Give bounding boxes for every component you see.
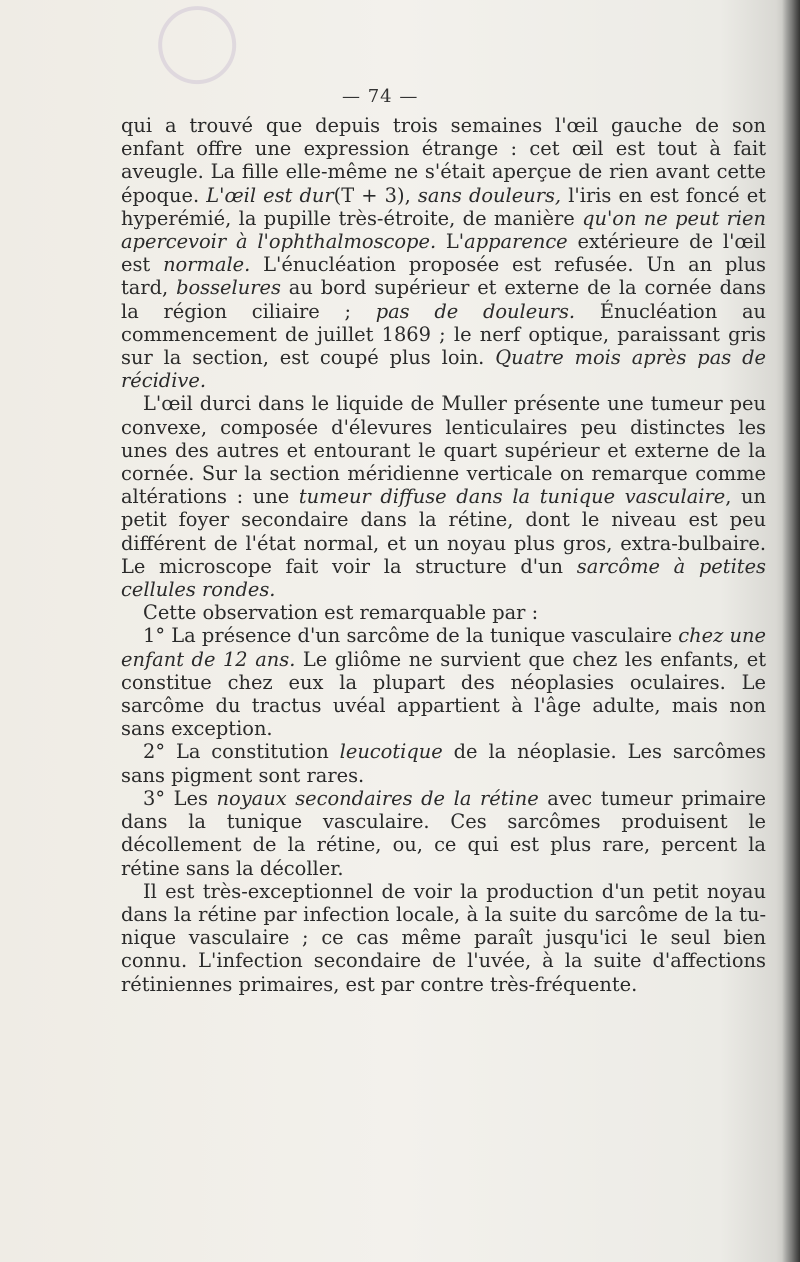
text-run: Il est très-exceptionnel de voir la production d'un petit noyau dans la rétine par infection locale, à la suite du sarcôme de la tunique vasculaire ; ce cas même paraît jusqu'ici le seul bien connu. L'infection secondaire de l'uvée, à la suite d'affections rétiniennes primaires, est par contre très-fréquente.	[121, 879, 766, 996]
italic-text: pas de douleurs.	[375, 299, 576, 323]
italic-text: L'œil est dur	[206, 183, 334, 207]
page-number: — 74 —	[342, 86, 419, 107]
paragraph	[121, 114, 766, 392]
text-run: 2° La constitution	[143, 740, 340, 764]
text-run: avec tumeur primaire dans la tunique vasculaire. Ces sarcômes produisent le décollement de la rétine, ou, ce qui est plus rare, percent la rétine sans la décoller.	[121, 786, 766, 880]
text-run: L'énucléation proposée est refusée. Un an plus tard,	[121, 253, 767, 300]
text-run: extérieure de l'œil est	[121, 230, 766, 277]
text-run: 1° La présence d'un sarcôme de la tunique vasculaire	[143, 624, 679, 648]
italic-text: normale.	[163, 253, 251, 277]
paragraph	[121, 740, 766, 786]
italic-text: apparence	[464, 230, 568, 254]
italic-text: leucotique	[339, 740, 443, 764]
italic-text: sarcôme à petites cellules rondes.	[121, 554, 766, 602]
italic-text: tumeur diffuse dans la tunique vasculaire	[298, 485, 726, 509]
text-run: 3° Les	[143, 786, 217, 810]
text-run: de la néoplasie. Les sarcômes sans pigment sont rares.	[121, 740, 766, 787]
paragraph	[121, 392, 766, 601]
library-stamp	[64, 0, 276, 123]
italic-text: Quatre mois après pas de récidive.	[121, 346, 766, 393]
text-run: l'iris en est foncé et hyperémié, la pupille très-étroite, de manière	[121, 183, 766, 230]
text-run: , un petit foyer secondaire dans la rétine, dont le niveau est peu différent de l'état normal, et un noyau plus gros, extra-bulbaire. Le microscope fait voir la structure d'un	[121, 485, 767, 578]
body-text	[121, 114, 766, 996]
text-run: L'	[436, 230, 465, 254]
italic-text: qu'on ne peut rien apercevoir à l'ophthalmoscope.	[121, 206, 767, 254]
paragraph	[121, 601, 766, 624]
text-run: au bord supérieur et externe de la cornée dans la région ciliaire ;	[121, 276, 766, 323]
paragraph	[121, 880, 766, 996]
text-run: Énucléation au commencement de juillet 1869 ; le nerf optique, paraissant gris sur la section, est coupé plus loin.	[121, 299, 766, 370]
italic-text: sans douleurs,	[417, 183, 562, 207]
text-run: L'œil durci dans le liquide de Muller présente une tumeur peu convexe, composée d'élevures lenticulaires peu distinctes les unes des autres et entourant le quart supérieur et externe de la cornée. Sur la section méridienne verticale on remarque comme altérations : une	[121, 392, 766, 509]
page-edge-shadow	[782, 0, 800, 1262]
paragraph	[121, 624, 766, 740]
italic-text: chez une enfant de 12 ans.	[121, 624, 766, 671]
text-run: (T + 3),	[333, 183, 418, 207]
text-run: qui a trouvé que depuis trois semaines l'œil gauche de son enfant offre une expression étrange : cet œil est tout à fait aveugle. La fille elle-même ne s'était aperçue de rien avant cette époque.	[121, 114, 766, 207]
italic-text: noyaux secondaires de la rétine	[216, 786, 539, 810]
paragraph	[121, 787, 766, 880]
text-run: Le gliôme ne survient que chez les enfants, et constitue chez eux la plupart des néoplasies oculaires. Le sarcôme du tractus uvéal appartient à l'âge adulte, mais non sans exception.	[121, 647, 766, 741]
italic-text: bosselures	[176, 276, 281, 300]
text-run: Cette observation est remarquable par :	[143, 601, 539, 625]
